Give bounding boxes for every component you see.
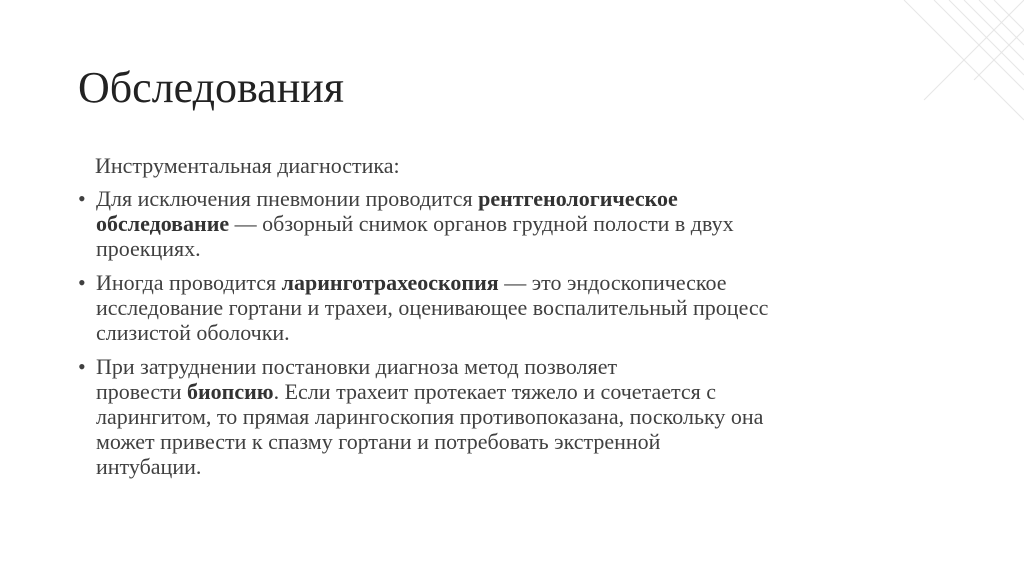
bullet-line	[96, 320, 958, 345]
bullet-line	[96, 270, 958, 295]
bullet-text: слизистой оболочки.	[96, 320, 290, 345]
bullet-line	[96, 379, 958, 404]
bullet-text: — это эндоскопическое	[498, 270, 727, 295]
intro-text: Инструментальная диагностика:	[95, 153, 400, 178]
bullet-text: При затруднении постановки диагноза метод позволяет	[96, 354, 618, 379]
bullet-line	[96, 211, 958, 236]
bullet-text: исследование гортани и трахеи, оценивающее воспалительный процесс	[96, 295, 769, 320]
bullet-line	[96, 354, 958, 379]
bullet-line	[96, 454, 958, 479]
bullet-text: — обзорный снимок органов грудной полости в двух	[229, 211, 734, 236]
bullet-item	[78, 354, 958, 479]
bullet-text: интубации.	[96, 454, 202, 479]
bullet-item	[78, 270, 958, 345]
bullet-list	[78, 186, 958, 479]
bullet-text: . Если трахеит протекает тяжело и сочетается с	[273, 379, 717, 404]
bullet-text: проекциях.	[96, 236, 201, 261]
bullet-text: ларингитом, то прямая ларингоскопия противопоказана, поскольку она	[96, 404, 764, 429]
bullet-bold-term: рентгенологическое	[478, 186, 678, 211]
bullet-line	[96, 429, 958, 454]
bullet-bold-term: биопсию	[187, 379, 274, 404]
corner-decoration-graphic	[884, 0, 1024, 130]
bullet-bold-term: обследование	[96, 211, 230, 236]
bullet-item	[78, 186, 958, 261]
bullet-line	[96, 186, 958, 211]
bullet-line	[96, 295, 958, 320]
bullet-bold-term: ларинготрахеоскопия	[281, 270, 499, 295]
bullet-line	[96, 236, 958, 261]
bullet-text: Иногда проводится	[96, 270, 282, 295]
bullet-text: провести	[96, 379, 187, 404]
slide-title: Обследования	[78, 63, 345, 112]
bullet-line	[96, 404, 958, 429]
bullet-text: может привести к спазму гортани и потребовать экстренной	[96, 429, 661, 454]
slide-body	[78, 153, 958, 488]
bullet-text: Для исключения пневмонии проводится	[96, 186, 479, 211]
